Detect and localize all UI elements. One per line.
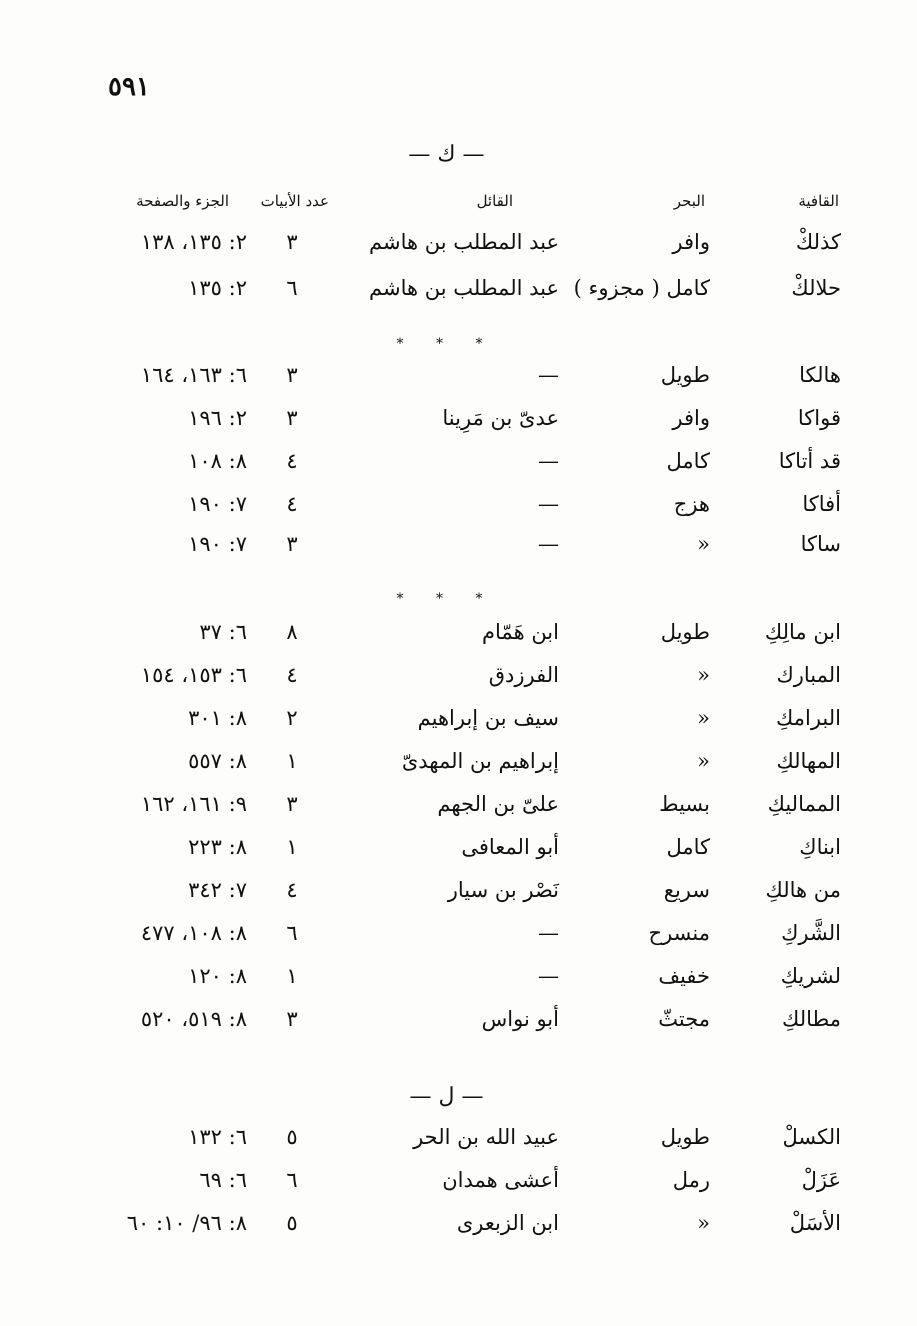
- column-header-count: عدد الأبيات: [260, 192, 329, 210]
- table-row: [0, 363, 917, 399]
- count-cell: ٣: [286, 406, 298, 430]
- rhyme-cell: من هالكِ: [765, 878, 841, 902]
- table-row: [0, 1007, 917, 1043]
- count-cell: ٤: [286, 492, 298, 516]
- rhyme-cell: المبارك: [776, 663, 841, 687]
- rhyme-cell: مطالكِ: [782, 1007, 841, 1031]
- section-separator: * * *: [396, 336, 497, 352]
- meter-cell: وافر: [672, 230, 710, 254]
- count-cell: ٥: [286, 1125, 298, 1149]
- reference-cell: ٨: ٥١٩، ٥٢٠: [140, 1007, 247, 1031]
- poet-cell: علىّ بن الجهم: [437, 792, 559, 816]
- count-cell: ١: [286, 749, 298, 773]
- table-row: [0, 1211, 917, 1247]
- rhyme-cell: الأسَلْ: [789, 1211, 841, 1235]
- table-row: [0, 406, 917, 442]
- reference-cell: ٦: ٦٩: [199, 1168, 247, 1192]
- poet-cell: أعشى همدان: [442, 1168, 559, 1192]
- reference-cell: ٧: ١٩٠: [188, 532, 247, 556]
- count-cell: ٦: [286, 1168, 298, 1192]
- table-row: [0, 706, 917, 742]
- poet-cell: —: [538, 449, 559, 473]
- meter-cell: »: [697, 706, 710, 730]
- rhyme-cell: كذلكْ: [795, 230, 841, 254]
- column-header-meter: البحر: [673, 192, 705, 210]
- rhyme-cell: قد أتاكا: [778, 449, 841, 473]
- column-header-rhyme: القافية: [798, 192, 839, 210]
- count-cell: ٦: [286, 276, 298, 300]
- section-separator: * * *: [396, 591, 497, 607]
- table-row: [0, 532, 917, 568]
- table-row: [0, 1125, 917, 1161]
- section-title-kaf: — ك —: [408, 142, 485, 167]
- table-row: [0, 620, 917, 656]
- meter-cell: خفيف: [658, 964, 710, 988]
- page-number: ٥٩١: [108, 72, 150, 102]
- count-cell: ٣: [286, 532, 298, 556]
- rhyme-cell: ابن مالِكِ: [764, 620, 841, 644]
- count-cell: ٨: [286, 620, 298, 644]
- section-title-lam: — ل —: [409, 1084, 484, 1109]
- rhyme-cell: لشريكِ: [780, 964, 841, 988]
- table-row: [0, 835, 917, 871]
- poet-cell: عبيد الله بن الحر: [413, 1125, 559, 1149]
- meter-cell: وافر: [672, 406, 710, 430]
- count-cell: ١: [286, 835, 298, 859]
- reference-cell: ٦: ١٦٣، ١٦٤: [140, 363, 247, 387]
- count-cell: ٤: [286, 663, 298, 687]
- rhyme-cell: عَزَلْ: [801, 1168, 841, 1192]
- meter-cell: طويل: [660, 1125, 710, 1149]
- count-cell: ٢: [286, 706, 298, 730]
- meter-cell: كامل: [666, 835, 710, 859]
- meter-cell: طويل: [660, 620, 710, 644]
- reference-cell: ٢: ١٣٥: [188, 276, 247, 300]
- reference-cell: ٨: ٩٦/ ١٠: ٦٠: [126, 1211, 247, 1235]
- poet-cell: —: [538, 363, 559, 387]
- table-row: [0, 878, 917, 914]
- poet-cell: أبو المعافى: [461, 835, 559, 859]
- reference-cell: ٦: ٣٧: [199, 620, 247, 644]
- rhyme-cell: المهالكِ: [776, 749, 841, 773]
- rhyme-cell: الشَّركِ: [781, 921, 841, 945]
- count-cell: ٣: [286, 1007, 298, 1031]
- column-header-poet: القائل: [476, 192, 513, 210]
- reference-cell: ٨: ١٠٨: [188, 449, 247, 473]
- meter-cell: »: [697, 749, 710, 773]
- table-row: [0, 749, 917, 785]
- rhyme-cell: الكسلْ: [782, 1125, 841, 1149]
- reference-cell: ٦: ١٣٢: [188, 1125, 247, 1149]
- table-row: [0, 449, 917, 485]
- poet-cell: الفرزدق: [488, 663, 559, 687]
- meter-cell: هزج: [673, 492, 710, 516]
- reference-cell: ٨: ٢٢٣: [188, 835, 247, 859]
- poet-cell: أبو نواس: [481, 1007, 559, 1031]
- poet-cell: —: [538, 492, 559, 516]
- table-row: [0, 792, 917, 828]
- reference-cell: ٢: ١٣٥، ١٣٨: [140, 230, 247, 254]
- meter-cell: »: [697, 532, 710, 556]
- meter-cell: كامل: [666, 449, 710, 473]
- column-header-ref: الجزء والصفحة: [136, 192, 229, 210]
- reference-cell: ٨: ٥٥٧: [188, 749, 247, 773]
- table-row: [0, 276, 917, 312]
- table-row: [0, 492, 917, 528]
- meter-cell: سريع: [663, 878, 710, 902]
- poet-cell: عبد المطلب بن هاشم: [369, 276, 559, 300]
- count-cell: ٤: [286, 449, 298, 473]
- poet-cell: —: [538, 921, 559, 945]
- poet-cell: —: [538, 532, 559, 556]
- meter-cell: »: [697, 663, 710, 687]
- reference-cell: ٨: ٣٠١: [188, 706, 247, 730]
- rhyme-cell: ساكا: [800, 532, 841, 556]
- table-row: [0, 921, 917, 957]
- rhyme-cell: المماليكِ: [767, 792, 841, 816]
- meter-cell: »: [697, 1211, 710, 1235]
- table-row: [0, 1168, 917, 1204]
- rhyme-cell: حلالكْ: [791, 276, 841, 300]
- count-cell: ٦: [286, 921, 298, 945]
- reference-cell: ٨: ١٠٨، ٤٧٧: [140, 921, 247, 945]
- poet-cell: إبراهيم بن المهدىّ: [401, 749, 559, 773]
- rhyme-cell: أفاكا: [802, 492, 841, 516]
- reference-cell: ٩: ١٦١، ١٦٢: [140, 792, 247, 816]
- count-cell: ٤: [286, 878, 298, 902]
- poet-cell: نَصْر بن سيار: [447, 878, 559, 902]
- count-cell: ٥: [286, 1211, 298, 1235]
- rhyme-cell: هالكا: [799, 363, 841, 387]
- poet-cell: ابن هَمّام: [482, 620, 559, 644]
- reference-cell: ٨: ١٢٠: [188, 964, 247, 988]
- meter-cell: كامل ( مجزوء ): [573, 276, 710, 300]
- table-row: [0, 663, 917, 699]
- meter-cell: بسيط: [659, 792, 710, 816]
- poet-cell: —: [538, 964, 559, 988]
- poet-cell: عبد المطلب بن هاشم: [369, 230, 559, 254]
- rhyme-cell: ابناكِ: [799, 835, 841, 859]
- reference-cell: ٧: ١٩٠: [188, 492, 247, 516]
- reference-cell: ٧: ٣٤٢: [188, 878, 247, 902]
- count-cell: ٣: [286, 230, 298, 254]
- count-cell: ٣: [286, 363, 298, 387]
- poet-cell: سيف بن إبراهيم: [417, 706, 559, 730]
- rhyme-cell: قواكا: [797, 406, 841, 430]
- count-cell: ٣: [286, 792, 298, 816]
- table-row: [0, 964, 917, 1000]
- meter-cell: مجتثّ: [658, 1007, 710, 1031]
- meter-cell: منسرح: [648, 921, 710, 945]
- poet-cell: عدىّ بن مَرِينا: [442, 406, 559, 430]
- poet-cell: ابن الزبعرى: [456, 1211, 559, 1235]
- meter-cell: رمل: [672, 1168, 710, 1192]
- reference-cell: ٢: ١٩٦: [188, 406, 247, 430]
- count-cell: ١: [286, 964, 298, 988]
- table-row: [0, 230, 917, 266]
- meter-cell: طويل: [660, 363, 710, 387]
- rhyme-cell: البرامكِ: [776, 706, 841, 730]
- reference-cell: ٦: ١٥٣، ١٥٤: [140, 663, 247, 687]
